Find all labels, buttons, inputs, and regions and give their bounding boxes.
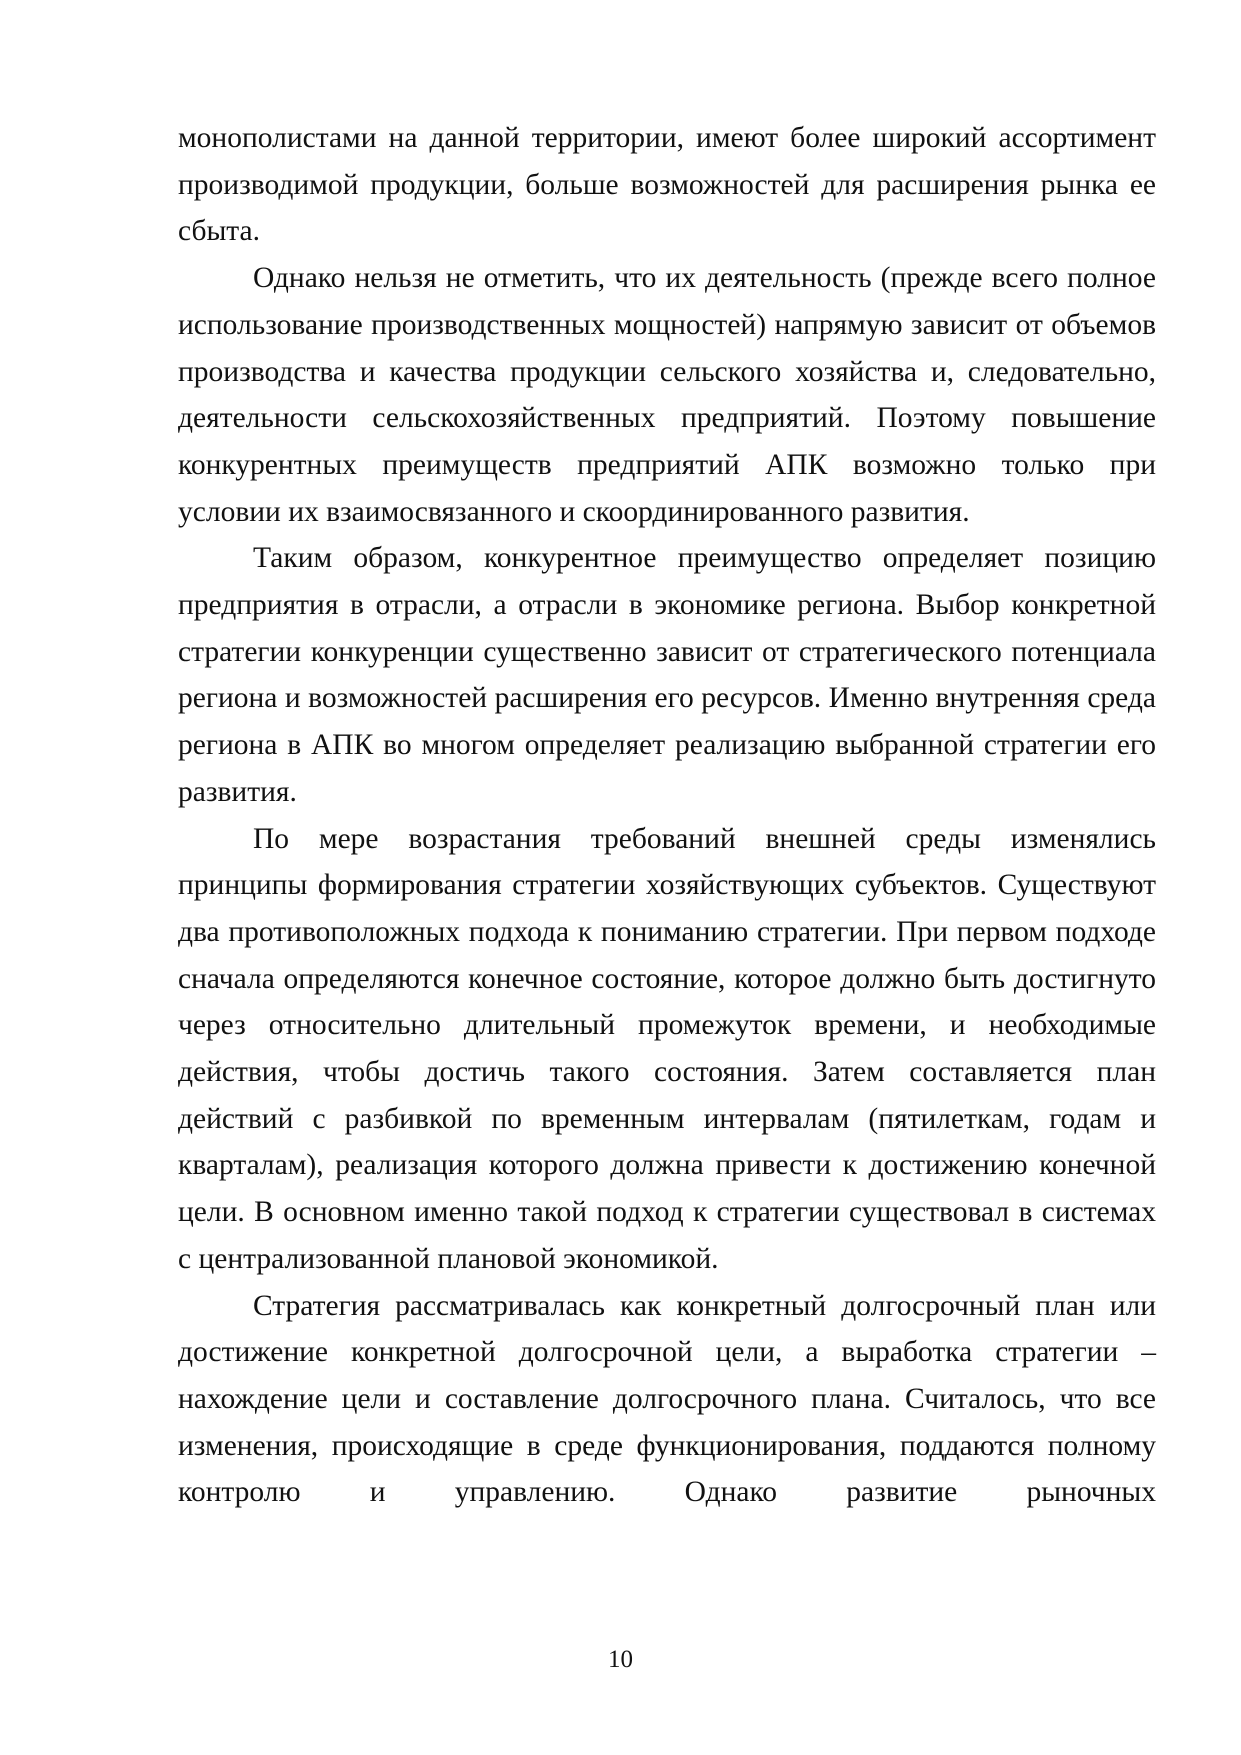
body-text — [178, 115, 1156, 1516]
paragraph-4: По мере возрастания требований внешней среды изменялись принципы формирования стратегии хозяйствующих субъектов. Существуют два противоположных подхода к пониманию стратегии. При первом подходе сначала определяются конечное состояние, которое должно быть достигнуто через относительно длительный промежуток времени, и необходимые действия, чтобы достичь такого состояния. Затем составляется план действий с разбивкой по временным интервалам (пятилеткам, годам и кварталам), реализация которого должна привести к достижению конечной цели. В основном именно такой подход к стратегии существовал в системах с централизованной плановой экономикой. — [178, 822, 1156, 1275]
paragraph-2: Однако нельзя не отметить, что их деятельность (прежде всего полное использование производственных мощностей) напрямую зависит от объемов производства и качества продукции сельского хозяйства и, следовательно, деятельности сельскохозяйственных предприятий. Поэтому повышение конкурентных преимуществ предприятий АПК возможно только при условии их взаимосвязанного и скоординированного развития. — [178, 262, 1156, 528]
paragraph-1-continued: монополистами на данной территории, имеют более широкий ассортимент производимой продукции, больше возможностей для расширения рынка ее сбыта. — [178, 122, 1156, 248]
page-number: 10 — [608, 1646, 633, 1673]
paragraph-5: Стратегия рассматривалась как конкретный долгосрочный план или достижение конкретной долгосрочной цели, а выработка стратегии – нахождение цели и составление долгосрочного плана. Считалось, что все изменения, происходящие в среде функционирования, поддаются полному контролю и управлению. Однако развитие рыночных — [178, 1289, 1156, 1509]
paragraph-3: Таким образом, конкурентное преимущество определяет позицию предприятия в отрасли, а отрасли в экономике региона. Выбор конкретной стратегии конкуренции существенно зависит от стратегического потенциала региона и возможностей расширения его ресурсов. Именно внутренняя среда региона в АПК во многом определяет реализацию выбранной стратегии его развития. — [178, 542, 1156, 808]
